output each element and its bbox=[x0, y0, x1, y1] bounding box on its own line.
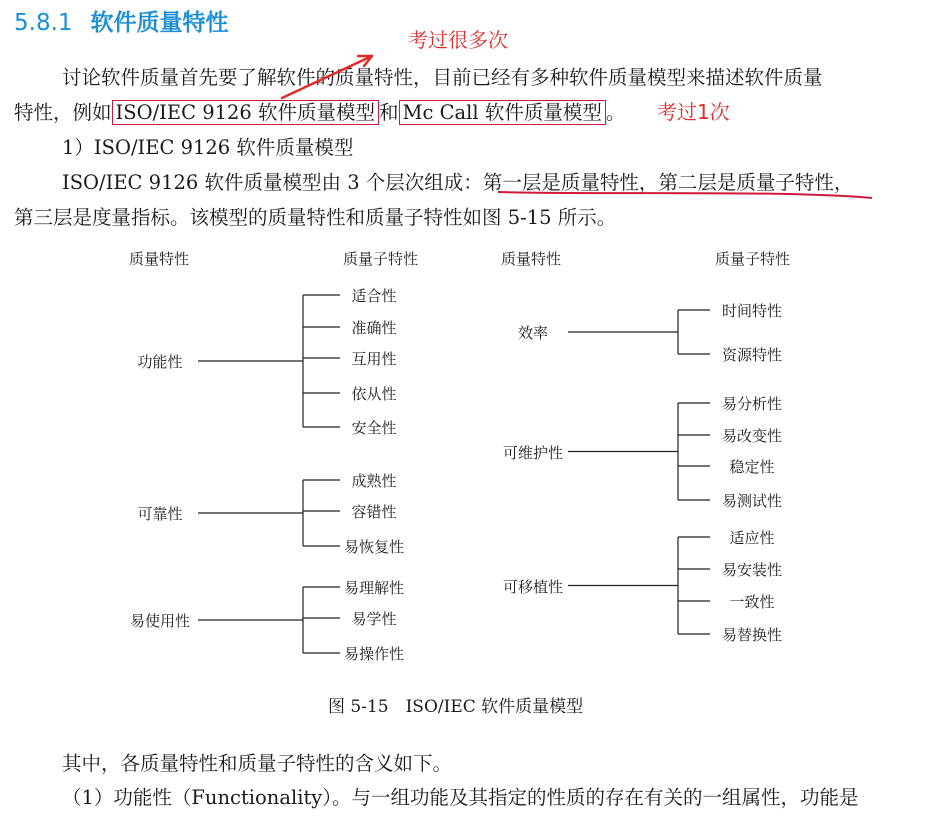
paragraph-1-and: 和 bbox=[379, 101, 399, 124]
subheading-iso-model: 1）ISO/IEC 9126 软件质量模型 bbox=[62, 136, 354, 159]
right-subcharacteristic-2-3: 稳定性 bbox=[729, 458, 775, 476]
left-subcharacteristic-1-5: 安全性 bbox=[351, 419, 397, 437]
left-subcharacteristic-3-1: 易理解性 bbox=[343, 579, 405, 597]
paragraph-1-end: 。 bbox=[605, 101, 626, 124]
left-subcharacteristic-3-2: 易学性 bbox=[351, 610, 397, 628]
right-subcharacteristic-2-2: 易改变性 bbox=[721, 427, 783, 445]
right-characteristic-2: 可维护性 bbox=[502, 443, 564, 462]
right-subcharacteristic-3-1: 适应性 bbox=[729, 529, 775, 547]
paragraph-1-line-1: 讨论软件质量首先要了解软件的质量特性，目前已经有多种软件质量模型来描述软件质量 bbox=[62, 66, 823, 89]
annotation-once: 考过1次 bbox=[657, 100, 730, 124]
right-subcharacteristic-1-2: 资源特性 bbox=[721, 346, 783, 364]
left-subcharacteristic-2-3: 易恢复性 bbox=[343, 538, 405, 556]
section-number: 5.8.1 bbox=[14, 10, 73, 36]
annotation-many-times: 考过很多次 bbox=[408, 28, 508, 52]
paragraph-4: （1）功能性（Functionality）。与一组功能及其指定的性质的存在有关的一组属性，功能是 bbox=[62, 786, 859, 809]
left-subcharacteristic-1-1: 适合性 bbox=[351, 287, 397, 305]
left-subcharacteristic-1-4: 依从性 bbox=[351, 385, 397, 403]
right-header-subcharacteristic: 质量子特性 bbox=[715, 250, 791, 268]
figure-caption: 图 5-15 ISO/IEC 软件质量模型 bbox=[328, 697, 584, 717]
section-title: 软件质量特性 bbox=[90, 10, 229, 36]
paragraph-1-prefix: 特性，例如 bbox=[14, 101, 112, 124]
right-header-characteristic: 质量特性 bbox=[501, 250, 562, 268]
right-subcharacteristic-3-3: 一致性 bbox=[729, 593, 775, 611]
left-subcharacteristic-1-2: 准确性 bbox=[351, 319, 397, 337]
right-subcharacteristic-1-1: 时间特性 bbox=[721, 302, 783, 320]
iso-model-box: ISO/IEC 9126 软件质量模型 bbox=[112, 100, 380, 125]
left-header-subcharacteristic: 质量子特性 bbox=[343, 250, 419, 268]
left-subcharacteristic-2-2: 容错性 bbox=[351, 503, 397, 521]
mccall-model-box: Mc Call 软件质量模型 bbox=[399, 100, 606, 125]
left-header-characteristic: 质量特性 bbox=[129, 250, 190, 268]
right-characteristic-1: 效率 bbox=[517, 324, 549, 342]
paragraph-2-prefix: ISO/IEC 9126 软件质量模型由 3 个层次组成： bbox=[62, 171, 483, 194]
right-characteristic-3: 可移植性 bbox=[502, 577, 564, 596]
left-subcharacteristic-1-3: 互用性 bbox=[351, 350, 397, 368]
left-characteristic-2: 可靠性 bbox=[137, 505, 183, 523]
left-subcharacteristic-2-1: 成熟性 bbox=[351, 472, 397, 490]
right-subcharacteristic-3-4: 易替换性 bbox=[721, 626, 783, 644]
paragraph-2-line-2: 第三层是度量指标。该模型的质量特性和质量子特性如图 5-15 所示。 bbox=[14, 206, 617, 229]
paragraph-2-comma: ， bbox=[833, 171, 854, 194]
paragraph-2-underlined: 第一层是质量特性，第二层是质量子特性 bbox=[482, 171, 834, 194]
left-characteristic-1: 功能性 bbox=[137, 353, 183, 371]
paragraph-3: 其中，各质量特性和质量子特性的含义如下。 bbox=[62, 752, 453, 775]
right-subcharacteristic-2-1: 易分析性 bbox=[721, 395, 783, 413]
left-subcharacteristic-3-3: 易操作性 bbox=[343, 645, 405, 663]
right-subcharacteristic-2-4: 易测试性 bbox=[721, 492, 783, 510]
right-subcharacteristic-3-2: 易安装性 bbox=[721, 561, 783, 579]
left-characteristic-3: 易使用性 bbox=[129, 612, 191, 630]
